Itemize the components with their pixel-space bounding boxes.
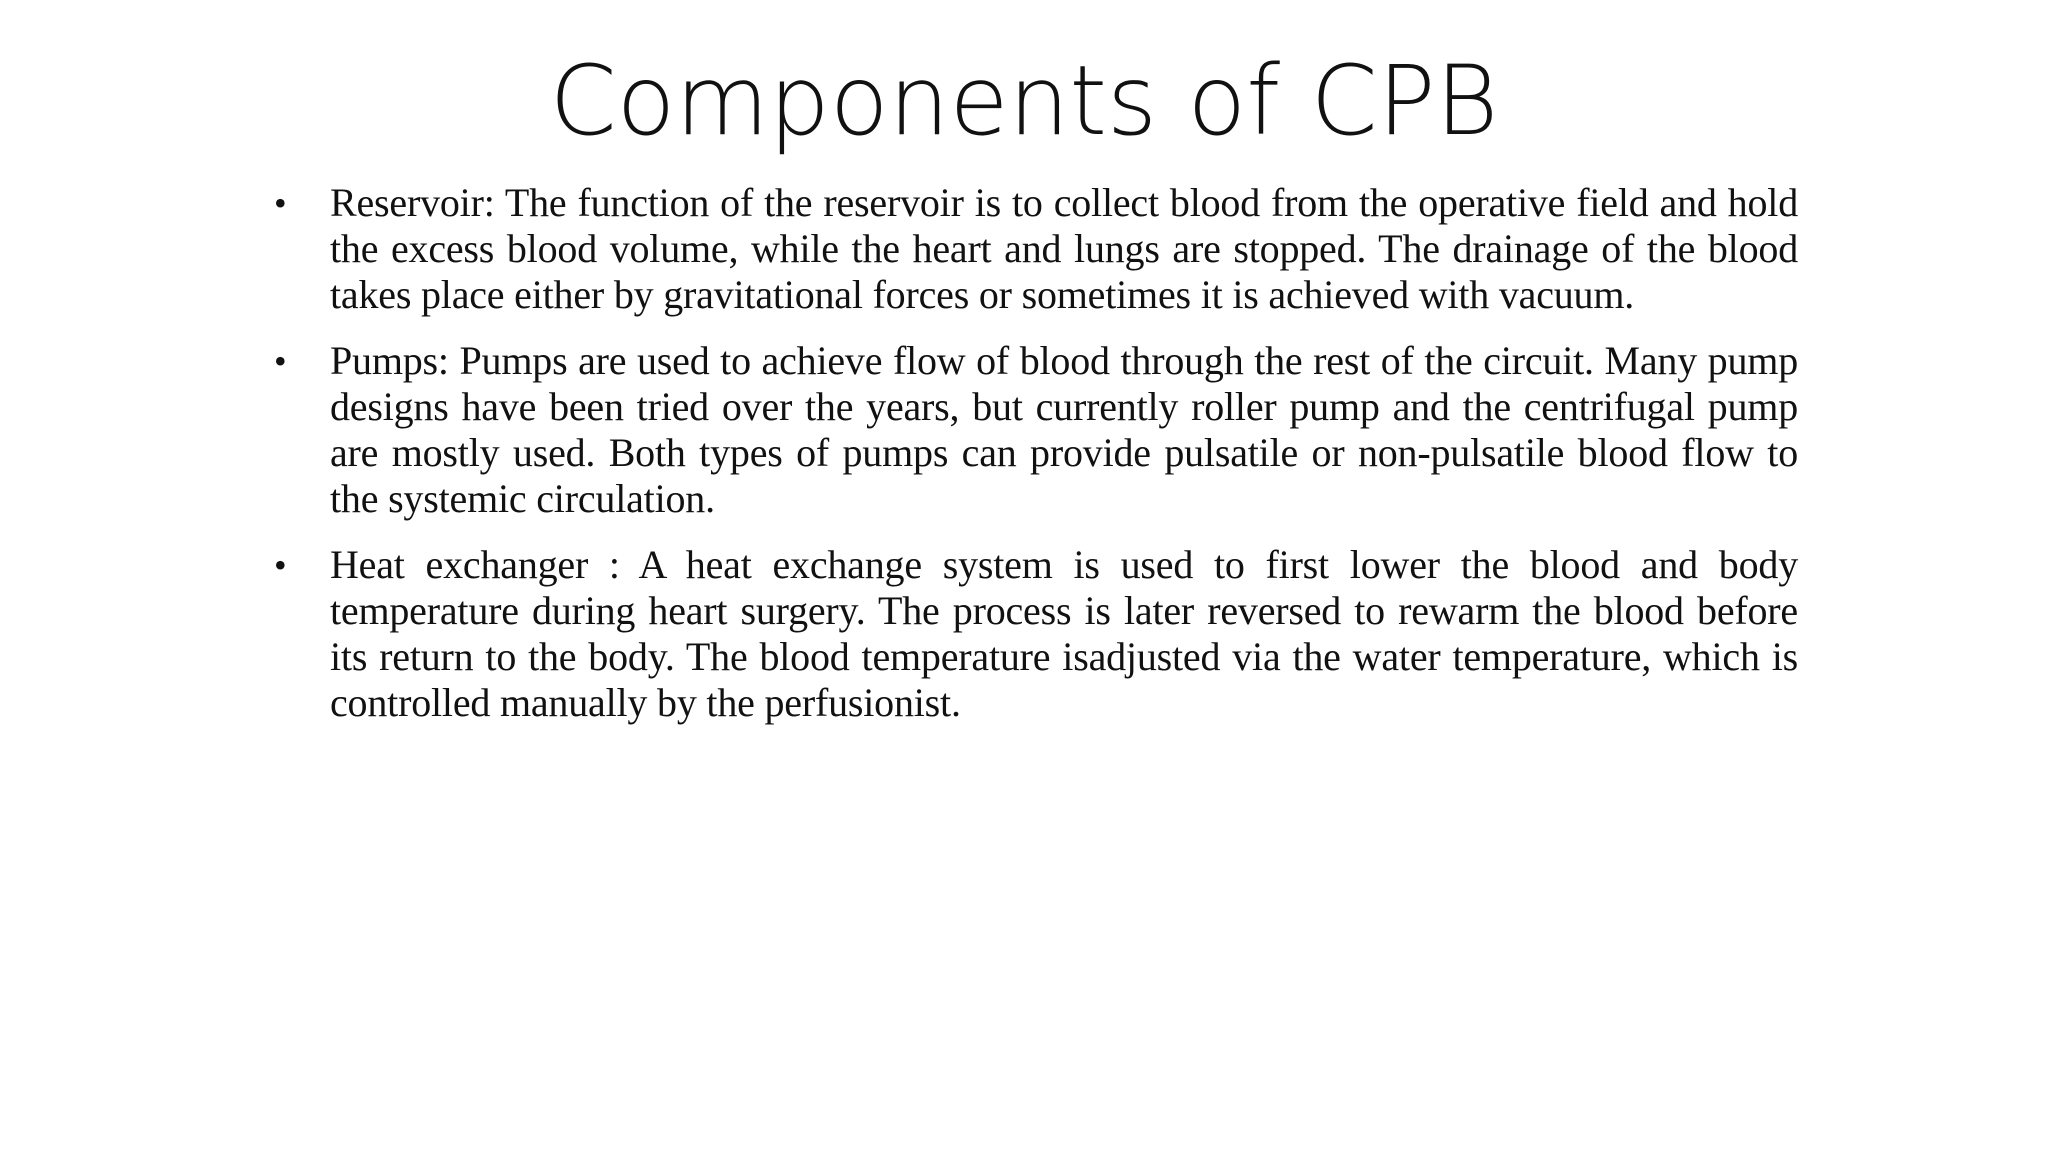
bullet-icon: • (274, 341, 287, 381)
bullet-icon: • (274, 183, 287, 223)
bullet-item-heat-exchanger (262, 542, 1798, 726)
bullet-text: Heat exchanger : A heat exchange system is used to first lower the blood and body temperature during heart surgery. The process is later reversed to rewarm the blood before its return to the body. The blood temperature isadjusted via the water temperature, which is controlled manually by the perfusionist. (330, 542, 1798, 725)
bullet-text: Pumps: Pumps are used to achieve flow of blood through the rest of the circuit. Many pump designs have been tried over the years, but currently roller pump and the centrifugal pump are mostly used. Both types of pumps can provide pulsatile or non-pulsatile blood flow to the systemic circulation. (330, 338, 1798, 521)
bullet-item-reservoir (262, 180, 1798, 318)
bullet-icon: • (274, 545, 287, 585)
slide-title: Components of CPB (549, 45, 1499, 157)
bullet-item-pumps (262, 338, 1798, 522)
bullet-list (262, 180, 1798, 746)
bullet-text: Reservoir: The function of the reservoir is to collect blood from the operative field and hold the excess blood volume, while the heart and lungs are stopped. The drainage of the blood takes place either by gravitational forces or sometimes it is achieved with vacuum. (330, 180, 1798, 317)
